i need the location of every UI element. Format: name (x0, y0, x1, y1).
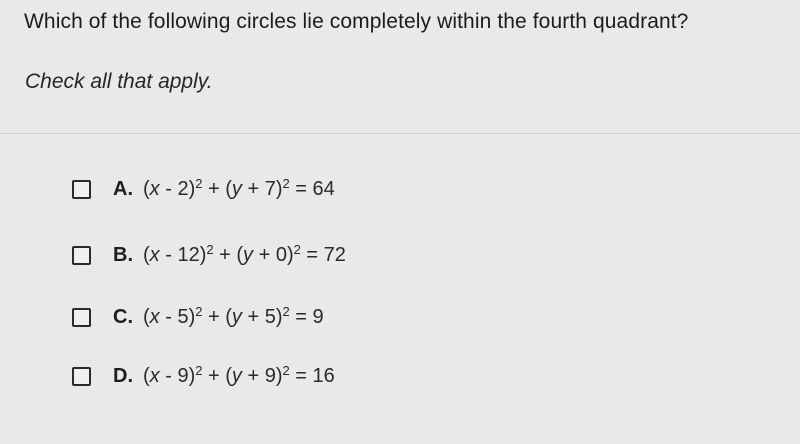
option-c-equation: $(x - 5)^2 + (y + 5)^2 = 9$ (143, 303, 324, 328)
option-b[interactable] (72, 240, 346, 270)
option-b-equation: $(x - 12)^2 + (y + 0)^2 = 72$ (143, 241, 346, 266)
checkbox-a[interactable] (72, 180, 91, 199)
question-text: Which of the following circles lie completely within the fourth quadrant? (24, 10, 689, 33)
checkbox-d[interactable] (72, 367, 91, 386)
option-a[interactable] (72, 174, 335, 204)
option-a-equation: $(x - 2)^2 + (y + 7)^2 = 64$ (143, 175, 335, 200)
option-c-letter: C. (113, 305, 133, 328)
instruction-text: Check all that apply. (25, 70, 213, 93)
answer-options (72, 0, 772, 444)
checkbox-c[interactable] (72, 308, 91, 327)
option-d-equation: $(x - 9)^2 + (y + 9)^2 = 16$ (143, 362, 335, 387)
option-c[interactable] (72, 302, 324, 332)
option-b-letter: B. (113, 243, 133, 266)
option-d[interactable] (72, 361, 335, 391)
checkbox-b[interactable] (72, 246, 91, 265)
option-a-letter: A. (113, 177, 133, 200)
option-d-letter: D. (113, 364, 133, 387)
